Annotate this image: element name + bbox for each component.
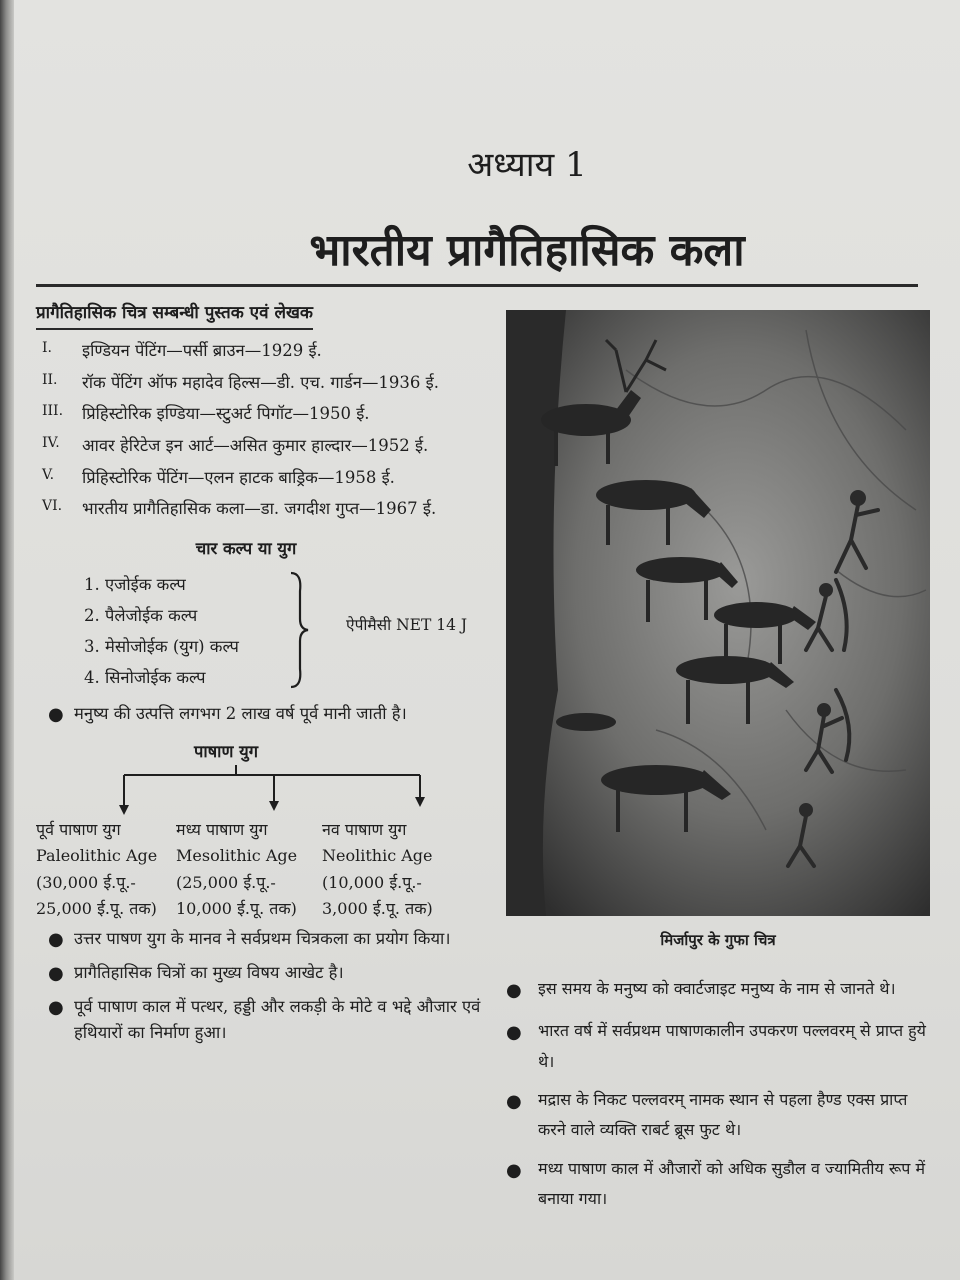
age-range-start: (30,000 ई.पू.-	[36, 872, 136, 892]
books-heading: प्रागैतिहासिक चित्र सम्बन्धी पुस्तक एवं लेखक	[36, 300, 313, 330]
list-item	[502, 1154, 927, 1215]
book-list	[36, 338, 486, 521]
list-item	[36, 401, 486, 427]
list-number: V.	[42, 466, 55, 483]
stone-age-columns	[36, 817, 486, 923]
kalpa-block	[36, 569, 486, 697]
list-item	[36, 701, 486, 729]
exam-reference: ऐपीमैसी NET 14 J	[346, 616, 468, 635]
list-text: उत्तर पाषण युग के मानव ने सर्वप्रथम चित्रकला का प्रयोग किया।	[74, 929, 451, 949]
age-hindi-name: मध्य पाषाण युग	[176, 819, 268, 839]
list-item	[36, 465, 486, 491]
list-text: रॉक पेंटिंग ऑफ महादेव हिल्स—डी. एच. गार्डन—1936 ई.	[82, 372, 440, 392]
list-item	[36, 926, 486, 954]
list-text: इण्डियन पेंटिंग—पर्सी ब्राउन—1929 ई.	[82, 341, 322, 361]
cave-painting-illustration	[506, 310, 930, 916]
chapter-number: अध्याय 1	[467, 145, 587, 185]
list-text: मध्य पाषाण काल में औजारों को अधिक सुडौल व ज्यामितीय रूप में बनाया गया।	[538, 1158, 926, 1209]
age-range-start: (10,000 ई.पू.-	[322, 872, 422, 892]
list-text: भारतीय प्रागैतिहासिक कला—डा. जगदीश गुप्त—1967 ई.	[82, 499, 437, 519]
book-spine-shadow	[0, 0, 14, 1280]
list-item: 4. सिनोजोईक कल्प	[84, 668, 206, 688]
bullet-icon: ●	[506, 1022, 522, 1044]
list-number: IV.	[42, 435, 60, 452]
list-number: VI.	[42, 498, 63, 515]
title-divider	[36, 284, 918, 287]
list-number: I.	[42, 340, 52, 357]
bullet-icon: ●	[506, 1159, 522, 1181]
book-page	[14, 0, 960, 1280]
list-text: पूर्व पाषाण काल में पत्थर, हड्डी और लकड़ी के मोटे व भद्दे औजार एवं हथियारों का निर्माण हुआ।	[74, 997, 481, 1042]
tree-arrows-icon	[36, 765, 486, 817]
bullet-icon: ●	[48, 704, 64, 726]
list-item	[36, 433, 486, 459]
list-text: आवर हेरिटेज इन आर्ट—असित कुमार हाल्दार—1952 ई.	[82, 436, 429, 456]
age-range-end: 10,000 ई.पू. तक)	[176, 898, 297, 918]
bullet-icon: ●	[48, 963, 64, 985]
figure-caption: मिर्जापुर के गुफा चित्र	[660, 931, 776, 949]
stone-age-tree-connector	[36, 765, 486, 817]
list-text: मद्रास के निकट पल्लवरम् नामक स्थान से पहला हैण्ड एक्स प्राप्त करने वाले व्यक्ति राबर्ट ब्रूस फुट थे।	[538, 1089, 908, 1140]
paleolithic-column	[36, 817, 176, 923]
age-english-name: Mesolithic Age	[176, 846, 298, 866]
age-hindi-name: पूर्व पाषाण युग	[36, 819, 121, 839]
age-range-start: (25,000 ई.पू.-	[176, 872, 276, 892]
list-item	[36, 960, 486, 988]
list-text: इस समय के मनुष्य को क्वार्टजाइट मनुष्य के नाम से जानते थे।	[538, 979, 896, 998]
right-column	[502, 968, 927, 1223]
right-bullet-list	[502, 974, 927, 1215]
list-number: II.	[42, 371, 58, 388]
list-text: मनुष्य की उत्पत्ति लगभग 2 लाख वर्ष पूर्व मानी जाती है।	[74, 704, 407, 724]
list-item	[36, 338, 486, 364]
age-range-end: 25,000 ई.पू. तक)	[36, 898, 157, 918]
cave-painting-image	[506, 310, 930, 916]
chapter-title: भारतीय प्रागैतिहासिक कला	[309, 225, 745, 276]
age-range-end: 3,000 ई.पू. तक)	[322, 898, 433, 918]
list-item	[36, 370, 486, 396]
list-text: भारत वर्ष में सर्वप्रथम पाषाणकालीन उपकरण पल्लवरम् से प्राप्त हुये थे।	[538, 1021, 926, 1071]
neolithic-column	[322, 817, 472, 923]
list-item: 3. मेसोजोईक (युग) कल्प	[84, 637, 239, 657]
list-item	[36, 994, 486, 1045]
list-text: प्रिहिस्टोरिक इण्डिया—स्टुअर्ट पिगॉट—1950 ई.	[82, 404, 370, 424]
list-text: प्रिहिस्टोरिक पेंटिंग—एलन हाटक बाड्रिक—1958 ई.	[82, 467, 395, 487]
left-column	[36, 300, 486, 1051]
bullet-icon: ●	[506, 1090, 522, 1112]
list-item: 2. पैलेजोईक कल्प	[84, 606, 198, 626]
left-bullet-list	[36, 926, 486, 1045]
mesolithic-column	[176, 817, 322, 923]
list-text: प्रागैतिहासिक चित्रों का मुख्य विषय आखेट है।	[74, 963, 344, 983]
list-item	[502, 974, 927, 1008]
age-english-name: Paleolithic Age	[36, 846, 158, 866]
bullet-icon: ●	[48, 929, 64, 951]
age-hindi-name: नव पाषाण युग	[322, 819, 407, 839]
bullet-icon: ●	[506, 980, 522, 1001]
curly-brace-icon	[288, 571, 310, 689]
age-english-name: Neolithic Age	[322, 846, 433, 866]
list-number: III.	[42, 403, 64, 420]
list-item	[502, 1016, 927, 1077]
list-item: 1. एजोईक कल्प	[84, 575, 186, 595]
list-item	[502, 1085, 927, 1146]
kalpa-heading: चार कल्प या युग	[195, 538, 297, 558]
stone-age-heading: पाषाण युग	[194, 742, 258, 762]
bullet-icon: ●	[48, 997, 64, 1019]
origin-bullet-list	[36, 701, 486, 729]
list-item	[36, 496, 486, 522]
